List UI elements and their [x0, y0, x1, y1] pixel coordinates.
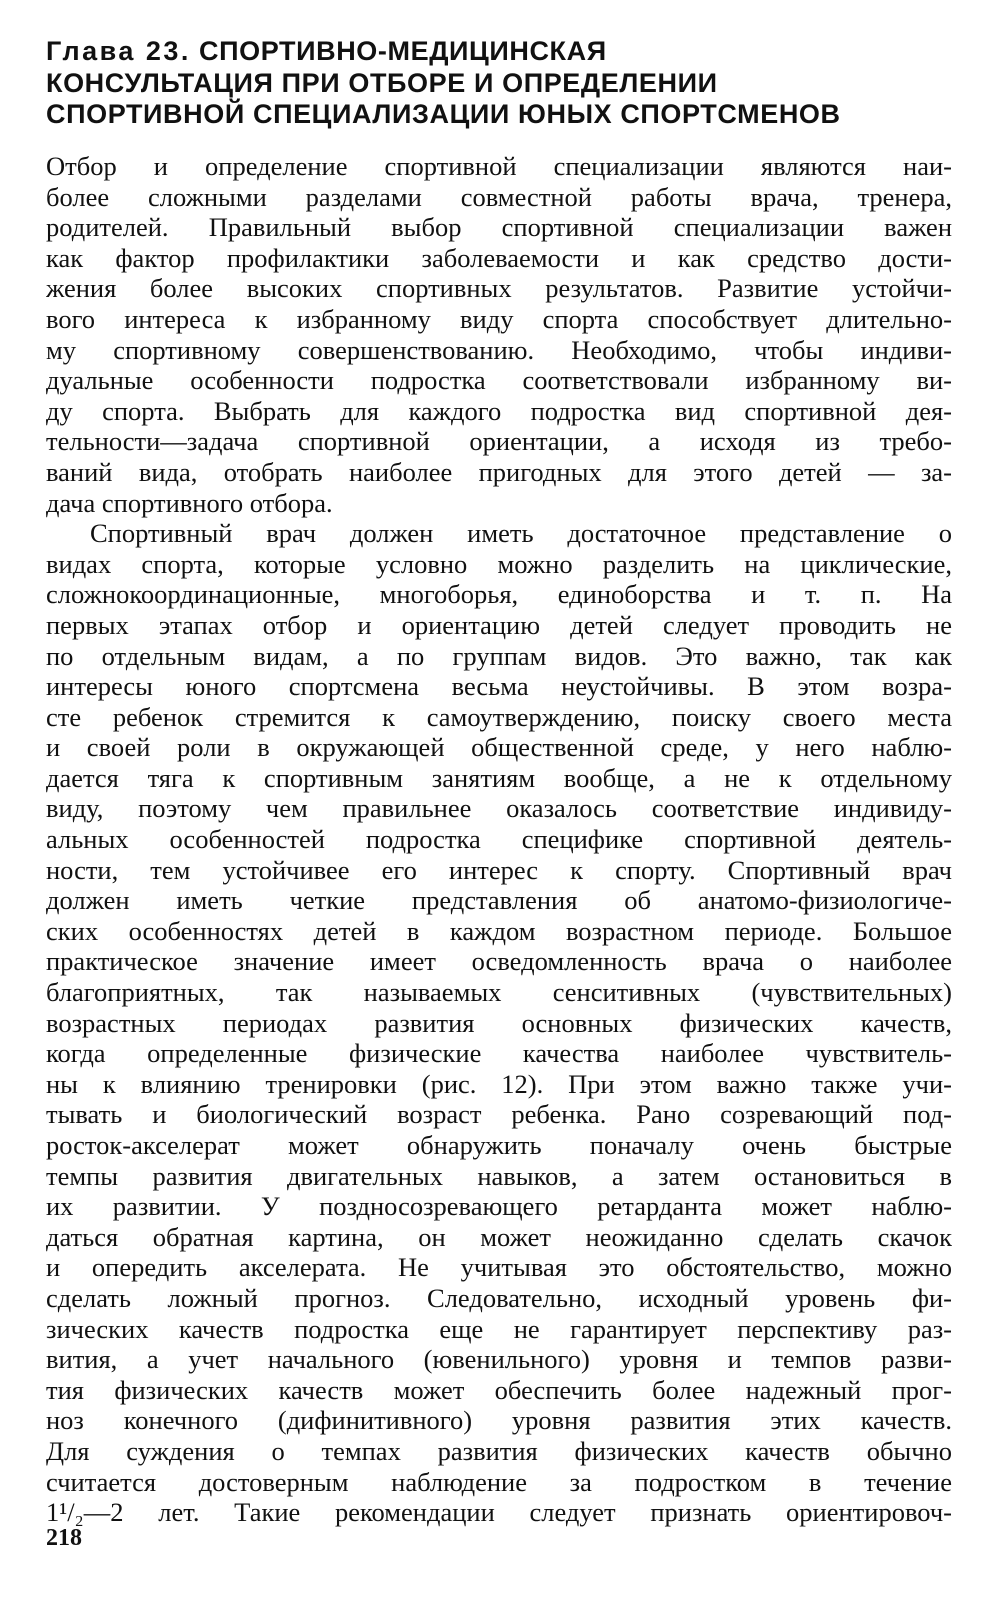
text-line: зических качеств подростка еще не гарантирует перспективу раз-: [46, 1313, 952, 1344]
chapter-heading-line-1: [46, 36, 956, 68]
text-line: сте ребенок стремится к самоутверждению, поиску своего места: [46, 701, 952, 732]
text-line: более сложными разделами совместной работы врача, тренера,: [46, 181, 952, 212]
text-line: и своей роли в окружающей общественной среде, у него наблю-: [46, 732, 952, 763]
text-line: первых этапах отбор и ориентацию детей следует проводить не: [46, 609, 952, 640]
text-line: вития, а учет начального (ювенильного) уровня и темпов разви-: [46, 1344, 952, 1375]
text-line: ны к влиянию тренировки (рис. 12). При этом важно также учи-: [46, 1068, 952, 1099]
text-line: даться обратная картина, он может неожиданно сделать скачок: [46, 1221, 952, 1252]
text-line: жения более высоких спортивных результатов. Развитие устойчи-: [46, 273, 952, 304]
text-line: сложнокоординационные, многоборья, единоборства и т. п. На: [46, 579, 952, 610]
chapter-title-line-3: СПОРТИВНОЙ СПЕЦИАЛИЗАЦИИ ЮНЫХ СПОРТСМЕНОВ: [46, 99, 841, 129]
text-line: Спортивный врач должен иметь достаточное представление о: [90, 518, 952, 549]
text-line: интересы юного спортсмена весьма неустойчивы. В этом возра-: [46, 671, 952, 702]
text-line: дается тяга к спортивным занятиям вообще, а не к отдельному: [46, 762, 952, 793]
text-line: возрастных периодах развития основных физических качеств,: [46, 1007, 952, 1038]
chapter-label: Глава 23.: [46, 36, 191, 66]
text-line: росток-акселерат может обнаружить поначалу очень быстрые: [46, 1130, 952, 1160]
chapter-title-line-2: КОНСУЛЬТАЦИЯ ПРИ ОТБОРЕ И ОПРЕДЕЛЕНИИ: [46, 67, 718, 98]
text-line: тия физических качеств может обеспечить более надежный прог-: [46, 1374, 952, 1405]
text-line: сделать ложный прогноз. Следовательно, исходный уровень фи-: [46, 1282, 952, 1313]
text-line: практическое значение имеет осведомленность врача о наиболее: [46, 946, 952, 977]
chapter-title-line-1: СПОРТИВНО-МЕДИЦИНСКАЯ: [199, 36, 607, 66]
text-line: дача спортивного отбора.: [46, 487, 333, 518]
text-line: Для суждения о темпах развития физических качеств обычно: [46, 1435, 952, 1466]
text-line: темпы развития двигательных навыков, а затем остановиться в: [46, 1160, 952, 1191]
text-line: считается достоверным наблюдение за подростком в течение: [46, 1466, 952, 1497]
text-line: дуальные особенности подростка соответствовали избранному ви-: [46, 365, 952, 396]
text-line: должен иметь четкие представления об анатомо-физиологиче-: [46, 885, 952, 916]
chapter-heading: [46, 36, 956, 131]
text-line: му спортивному совершенствованию. Необходимо, чтобы индиви-: [46, 334, 952, 365]
text-line: виду, поэтому чем правильнее оказалось соответствие индивиду-: [46, 793, 952, 824]
paragraph-2: [46, 518, 952, 1528]
text-line: и опередить акселерата. Не учитывая это обстоятельство, можно: [46, 1252, 952, 1283]
text-line: их развитии. У поздносозревающего ретарданта может наблю-: [46, 1191, 952, 1222]
text-line: ноз конечного (дифинитивного) уровня развития этих качеств.: [46, 1405, 952, 1436]
body-text: [46, 151, 952, 1528]
text-line: по отдельным видам, а по группам видов. Это важно, так как: [46, 640, 952, 671]
text-line: ду спорта. Выбрать для каждого подростка вид спортивной дея-: [46, 395, 952, 426]
text-line: благоприятных, так называемых сенситивных (чувствительных): [46, 977, 952, 1008]
text-line: ских особенностях детей в каждом возрастном периоде. Большое: [46, 915, 952, 946]
text-line: 1¹/₂—2 лет. Такие рекомендации следует признать ориентировоч-: [46, 1497, 952, 1528]
text-line: тывать и биологический возраст ребенка. Рано созревающий под-: [46, 1099, 952, 1130]
paragraph-1: [46, 151, 952, 518]
text-line: когда определенные физические качества наиболее чувствитель-: [46, 1038, 952, 1069]
text-line: Отбор и определение спортивной специализации являются наи-: [46, 151, 952, 181]
text-line: как фактор профилактики заболеваемости и как средство дости-: [46, 242, 952, 273]
page-number: 218: [46, 1525, 82, 1551]
text-line: ваний вида, отобрать наиболее пригодных для этого детей — за-: [46, 456, 952, 487]
text-line: родителей. Правильный выбор спортивной специализации важен: [46, 212, 952, 243]
text-line: тельности—задача спортивной ориентации, а исходя из требо-: [46, 426, 952, 457]
text-line: вого интереса к избранному виду спорта способствует длительно-: [46, 303, 952, 334]
text-line: ности, тем устойчивее его интерес к спорту. Спортивный врач: [46, 854, 952, 885]
text-line: альных особенностей подростка специфике спортивной деятель-: [46, 824, 952, 855]
text-line: видах спорта, которые условно можно разделить на циклические,: [46, 548, 952, 579]
